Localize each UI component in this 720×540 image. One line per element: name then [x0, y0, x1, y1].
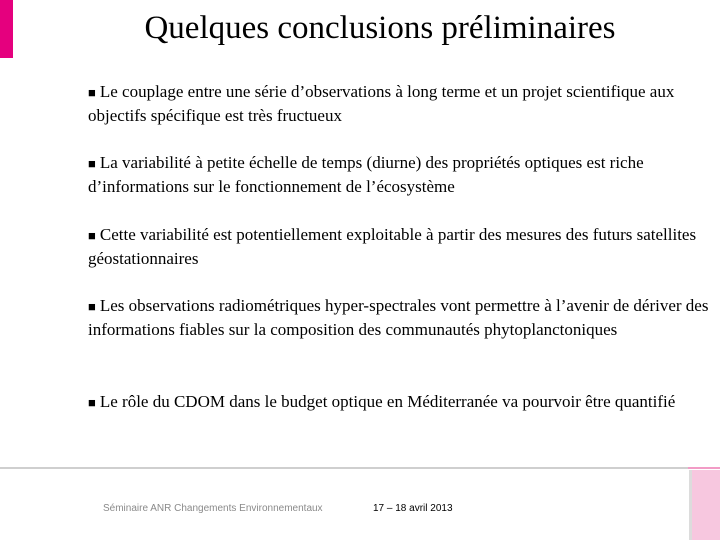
bullet-text: La variabilité à petite échelle de temps (diurne) des propriétés optiques est riche d’informations sur le fonctionnement de l’écosystème: [88, 153, 644, 196]
slide-title: Quelques conclusions préliminaires: [144, 10, 616, 46]
bullet-item: [88, 80, 718, 127]
square-bullet-icon: ■: [88, 299, 96, 314]
footer-divider: [0, 467, 690, 469]
bullet-item: [88, 223, 718, 270]
square-bullet-icon: ■: [88, 85, 96, 100]
bullet-text: Les observations radiométriques hyper-spectrales vont permettre à l’avenir de dériver des informations fiables sur la composition des communautés phytoplanctoniques: [88, 296, 709, 339]
square-bullet-icon: ■: [88, 156, 96, 171]
bullet-text: Cette variabilité est potentiellement exploitable à partir des mesures des futurs satellites géostationnaires: [88, 225, 697, 268]
bullet-text: Le couplage entre une série d’observations à long terme et un projet scientifique aux objectifs spécifique est très fructueux: [88, 82, 675, 125]
bullet-item: [88, 390, 718, 414]
footer-divider-accent: [688, 467, 720, 469]
bullet-text: Le rôle du CDOM dans le budget optique en Méditerranée va pourvoir être quantifié: [99, 392, 676, 411]
square-bullet-icon: ■: [88, 228, 96, 243]
footer-seminar: Séminaire ANR Changements Environnementaux: [103, 503, 323, 514]
square-bullet-icon: ■: [88, 395, 96, 410]
corner-decoration: [689, 470, 720, 540]
footer-dates: 17 – 18 avril 2013: [373, 503, 453, 514]
bullet-item: [88, 151, 718, 198]
bullet-item: [88, 294, 718, 341]
